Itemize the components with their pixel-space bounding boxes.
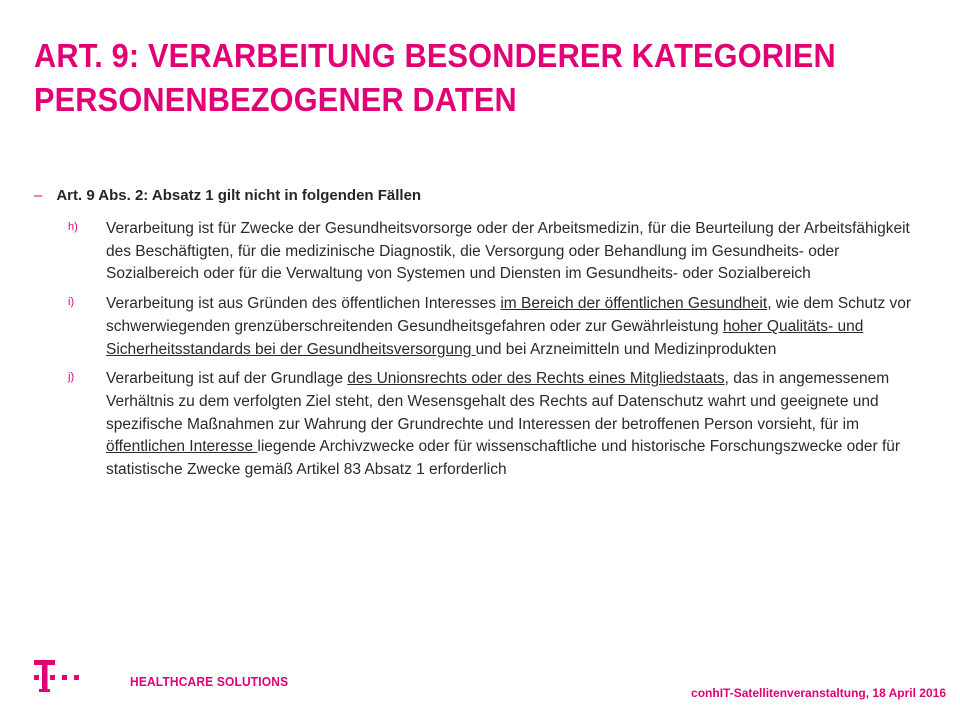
underlined-segment: öffentlichen Interesse xyxy=(106,438,258,456)
text-segment: und bei Arzneimitteln und Medizinprodukten xyxy=(475,340,777,358)
footer-event: conhIT-Satellitenveranstaltung, 18 April 2016 xyxy=(691,686,946,700)
underlined-segment: hoher Qualitäts- und Sicherheitsstandards bei der Gesundheitsversorgung xyxy=(106,317,864,358)
list-item-text xyxy=(106,218,924,286)
main-bullet xyxy=(34,186,924,206)
dash-bullet-icon: – xyxy=(34,187,43,204)
list-item-text xyxy=(106,368,924,482)
list-marker: h) xyxy=(68,221,78,233)
list-item-text xyxy=(106,293,924,361)
telekom-logo xyxy=(34,660,100,696)
text-segment: Verarbeitung ist auf der Grundlage xyxy=(106,370,348,388)
underlined-segment: im Bereich der öffentlichen Gesundheit xyxy=(500,295,768,313)
underlined-segment: des Unionsrechts oder des Rechts eines Mitgliedstaats xyxy=(347,370,725,388)
list-marker: i) xyxy=(68,296,75,309)
text-segment: Verarbeitung ist aus Gründen des öffentlichen Interesses xyxy=(106,295,501,313)
list-item xyxy=(68,368,924,482)
footer-division: HEALTHCARE SOLUTIONS xyxy=(130,674,289,689)
list-item xyxy=(68,293,924,361)
text-segment: Verarbeitung ist für Zwecke der Gesundheitsvorsorge oder der Arbeitsmedizin, für die Beurteilung der Arbeitsfähigkeit des Beschäftigten, für die medizinische Diagnostik, die Versorgung oder Behandlung im Gesundheits- oder Sozialbereich oder für die Verwaltung von Systemen und Diensten im Gesundheits- oder Sozialbereich xyxy=(106,220,910,283)
list-marker: j) xyxy=(68,371,75,384)
list-item xyxy=(68,218,924,286)
sub-item-list xyxy=(68,218,924,489)
text-segment: , das in angemessenem Verhältnis zu dem verfolgten Ziel steht, den Wesensgehalt des Rechts auf Datenschutz wahrt und geeignete und spezifische Maßnahmen zur Wahrung der Grundrechte und Interessen der betroffenen Person vorsieht, für im xyxy=(106,370,890,433)
slide-title: ART. 9: VERARBEITUNG BESONDERER KATEGORIEN PERSONENBEZOGENER DATEN xyxy=(34,37,836,118)
text-segment: , wie dem Schutz vor schwerwiegenden grenzüberschreitenden Gesundheitsgefahren oder zur Gewährleistung xyxy=(106,295,912,335)
text-segment: liegende Archivzwecke oder für wissenschaftliche und historische Forschungszwecke oder für statistische Zwecke gemäß Artikel 83 Absatz 1 erforderlich xyxy=(106,438,901,479)
telekom-t-icon xyxy=(34,660,100,696)
main-bullet-text: Art. 9 Abs. 2: Absatz 1 gilt nicht in folgenden Fällen xyxy=(56,187,422,204)
